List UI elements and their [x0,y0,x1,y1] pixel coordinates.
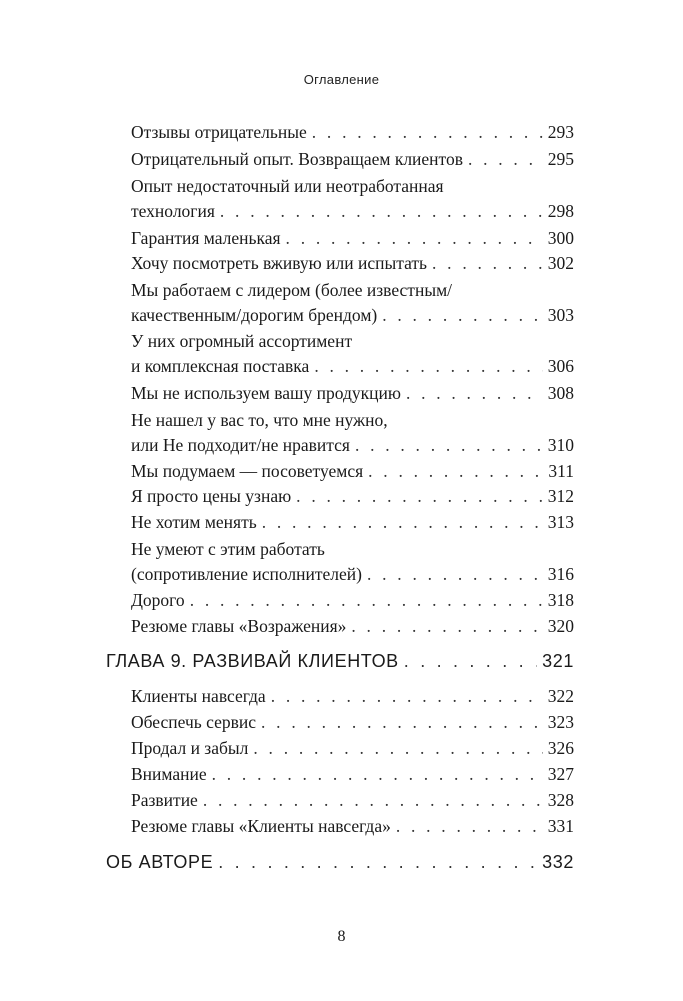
toc-entry-page: 313 [547,512,574,532]
toc-entry-title: Дорого [131,590,185,610]
leader-dots [203,788,543,813]
toc-entry-page: 302 [547,253,574,273]
toc-entry-title: Продал и забыл [131,738,249,758]
toc-entry-page: 312 [547,486,574,506]
leader-dots [271,684,543,709]
toc-entry[interactable] [131,226,574,251]
toc-entry-title: Мы подумаем — посоветуемся [131,461,364,481]
toc-entry-page: 293 [547,122,574,142]
toc-entry-title-line: Не умеют с этим работать [131,539,325,559]
toc-entry-title: Я просто цены узнаю [131,486,292,506]
toc-chapter-title: ОБ АВТОРЕ [106,852,214,872]
toc-entry-title: качественным/дорогим брендом) [131,305,378,325]
leader-dots [262,510,543,535]
toc-entry-title: технология [131,201,215,221]
toc-entry[interactable] [131,684,574,709]
leader-dots [432,251,543,276]
toc-entry[interactable] [131,762,574,787]
toc-entry-page: 320 [547,616,574,636]
toc-entry-title: Отзывы отрицательные [131,122,307,142]
leader-dots [314,354,542,379]
toc-entry-title: Развитие [131,790,198,810]
toc-entry-title: Отрицательный опыт. Возвращаем клиентов [131,149,463,169]
toc-entry-page: 300 [547,228,574,248]
toc-entry[interactable] [131,459,574,484]
toc-entry-title: Резюме главы «Возражения» [131,616,347,636]
toc-entry-title-line: У них огромный ассортимент [131,331,353,351]
leader-dots [396,814,543,839]
toc-entry-title: Хочу посмотреть вживую или испытать [131,253,428,273]
toc-entry-page: 322 [547,686,574,706]
running-head: Оглавление [303,72,380,87]
toc-entry-page: 308 [547,383,574,403]
leader-dots [404,649,537,674]
toc-entry[interactable] [131,251,574,276]
toc-entry-title-line: Опыт недостаточный или неотработанная [131,176,444,196]
toc-entry-page: 316 [547,564,574,584]
toc-entry-page: 318 [547,590,574,610]
toc-entry[interactable] [131,120,574,145]
leader-dots [367,562,543,587]
toc-entry-page: 321 [542,651,574,671]
toc-entry-page: 323 [547,712,574,732]
toc-chapter-title: ГЛАВА 9. РАЗВИВАЙ КЛИЕНТОВ [106,651,399,671]
toc-entry[interactable] [131,614,574,639]
leader-dots [468,147,543,172]
toc-entry-title: Резюме главы «Клиенты навсегда» [131,816,391,836]
toc-entry-title: (сопротивление исполнителей) [131,564,362,584]
toc-entry-title: Обеспечь сервис [131,712,257,732]
toc-entry[interactable] [131,588,574,613]
toc-entry-page: 327 [547,764,574,784]
toc-entry-title: и комплексная поставка [131,356,310,376]
toc-entry-title: Внимание [131,764,207,784]
leader-dots [368,459,543,484]
toc-entry[interactable] [131,736,574,761]
toc-entry[interactable] [131,174,574,224]
toc-entry[interactable] [131,147,574,172]
leader-dots [382,303,543,328]
toc-entry-page: 311 [548,461,574,481]
leader-dots [218,850,537,875]
toc-entry[interactable] [131,381,574,406]
toc-chapter-entry[interactable] [106,649,574,674]
toc-entry-title: Гарантия маленькая [131,228,281,248]
leader-dots [286,226,543,251]
toc-entry[interactable] [131,278,574,328]
toc-entry[interactable] [131,788,574,813]
leader-dots [253,736,542,761]
toc-entry-title-line: Мы работаем с лидером (более известным/ [131,280,453,300]
toc-entry-page: 303 [547,305,574,325]
toc-entry-title-line: Не нашел у вас то, что мне нужно, [131,410,388,430]
leader-dots [406,381,543,406]
toc-entry-page: 332 [542,852,574,872]
toc-entry[interactable] [131,710,574,735]
leader-dots [355,433,543,458]
leader-dots [296,484,543,509]
toc-entry[interactable] [131,408,574,458]
toc-entry-title: Не хотим менять [131,512,257,532]
toc-entry-title: Клиенты навсегда [131,686,266,706]
leader-dots [190,588,543,613]
toc-entry[interactable] [131,510,574,535]
leader-dots [351,614,542,639]
toc-entry-page: 326 [547,738,574,758]
leader-dots [261,710,543,735]
toc-entry[interactable] [131,484,574,509]
toc-entry-page: 328 [547,790,574,810]
toc-entry-title: Мы не используем вашу продукцию [131,383,401,403]
toc-entry[interactable] [131,814,574,839]
toc-entry-title: или Не подходит/не нравится [131,435,350,455]
leader-dots [312,120,543,145]
toc-entry-page: 295 [547,149,574,169]
toc-entry[interactable] [131,537,574,587]
page-number: 8 [337,928,346,945]
leader-dots [212,762,543,787]
leader-dots [220,199,543,224]
toc-entry-page: 331 [547,816,574,836]
toc-entry-page: 310 [547,435,574,455]
toc-entry-page: 298 [547,201,574,221]
toc-entry-page: 306 [547,356,574,376]
toc-chapter-entry[interactable] [106,850,574,875]
toc-entry[interactable] [131,329,574,379]
